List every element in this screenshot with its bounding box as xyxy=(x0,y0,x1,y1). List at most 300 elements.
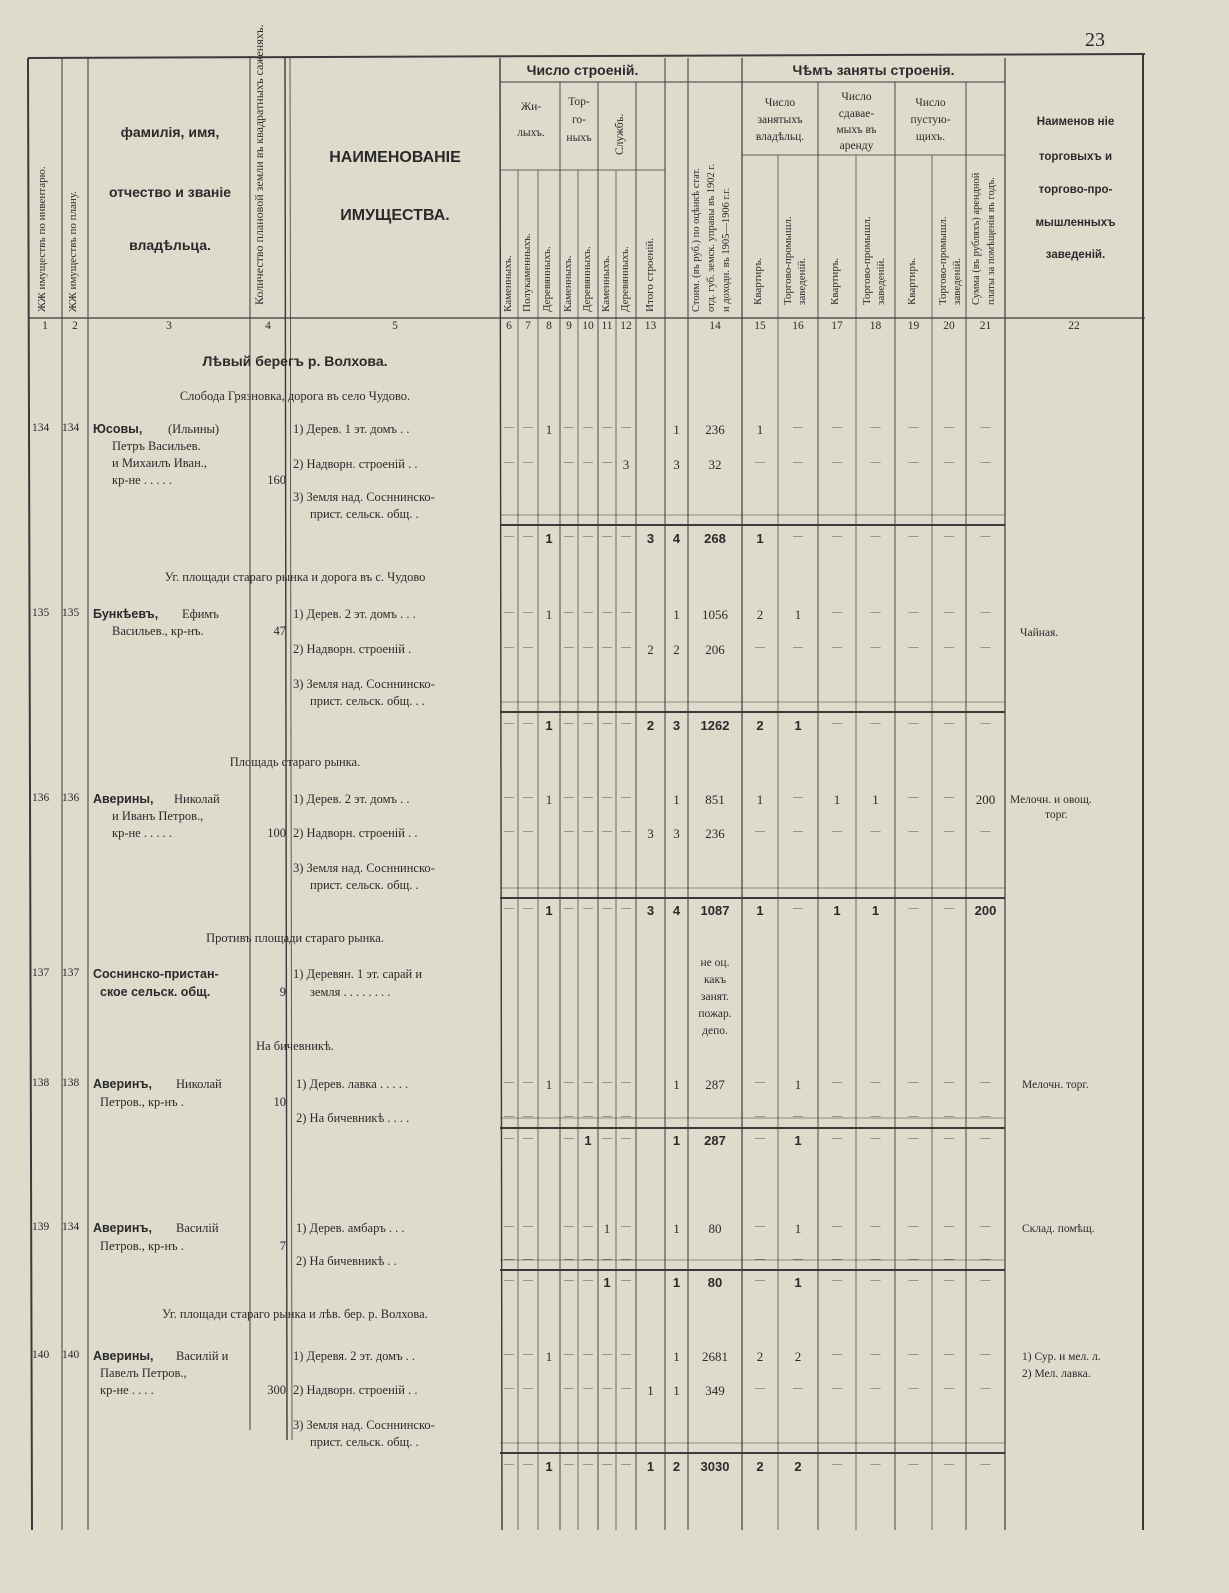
dash-mark: — xyxy=(832,457,842,468)
owner-line: Николай xyxy=(176,1077,222,1091)
header-occ-empty-2: пустую- xyxy=(910,114,951,126)
dash-mark: — xyxy=(602,1383,612,1394)
header-owner-line1: фамилія, имя, xyxy=(120,124,220,140)
total-c13: 3 xyxy=(672,718,681,733)
dash-mark: — xyxy=(621,1221,631,1232)
colnum-6: 6 xyxy=(506,320,512,332)
dash-mark: — xyxy=(583,792,593,803)
owner-line: кр-не . . . . xyxy=(100,1383,154,1397)
dash-mark: — xyxy=(621,1275,631,1286)
dash-mark: — xyxy=(602,422,612,433)
owner-line: Петров., кр-нъ . xyxy=(100,1095,184,1109)
property-item: 3) Земля над. Сосннинско- xyxy=(293,490,435,504)
value-c13: 1 xyxy=(673,792,680,807)
dash-mark: — xyxy=(832,1459,842,1470)
dash-mark: — xyxy=(870,1133,881,1144)
dash-mark: — xyxy=(602,531,612,542)
value-c15: 2 xyxy=(756,607,764,622)
dash-mark: — xyxy=(583,1459,593,1470)
dash-mark: — xyxy=(621,903,631,914)
note-c14: не оц. xyxy=(700,957,730,969)
dash-mark: — xyxy=(621,607,631,618)
dash-mark: — xyxy=(504,457,514,468)
plan-number: 135 xyxy=(62,607,80,619)
plan-number: 137 xyxy=(62,967,80,979)
dash-mark: — xyxy=(755,1133,765,1144)
value-c8: 1 xyxy=(545,1077,553,1092)
dash-mark: — xyxy=(908,718,919,729)
dash-mark: — xyxy=(523,1111,533,1122)
dash-mark: — xyxy=(944,1349,954,1360)
owner-line: Васильев., кр-нъ. xyxy=(112,624,204,638)
dash-mark: — xyxy=(602,642,612,653)
dash-mark: — xyxy=(832,422,842,433)
property-item: 2) Надворн. строеній . . xyxy=(293,826,418,840)
header-occ-rent-1: Число xyxy=(841,91,872,103)
colnum-17: 17 xyxy=(831,320,843,332)
dash-mark: — xyxy=(908,1133,919,1144)
dash-mark: — xyxy=(793,792,803,803)
inventory-number: 136 xyxy=(32,792,50,804)
dash-mark: — xyxy=(621,642,631,653)
dash-mark: — xyxy=(870,1383,881,1394)
dash-mark: — xyxy=(583,1349,593,1360)
dash-mark: — xyxy=(523,607,533,618)
value-c21: 200 xyxy=(975,792,996,807)
dash-mark: — xyxy=(870,531,881,542)
dash-mark: — xyxy=(755,826,765,837)
dash-mark: — xyxy=(980,531,991,542)
dash-mark: — xyxy=(832,718,842,729)
value-c12: 2 xyxy=(647,642,654,657)
value-c15: 1 xyxy=(756,792,764,807)
total-c10: 1 xyxy=(584,1133,592,1148)
dash-mark: — xyxy=(564,1133,574,1144)
establishment-name: Мелочн. торг. xyxy=(1022,1079,1089,1091)
total-c12: 3 xyxy=(646,531,655,546)
dash-mark: — xyxy=(793,1111,803,1122)
section-title: Лѣвый берегъ р. Волхова. xyxy=(202,353,388,369)
dash-mark: — xyxy=(621,1349,631,1360)
total-c15: 1 xyxy=(756,903,764,918)
inventory-number: 139 xyxy=(32,1221,50,1233)
dash-mark: — xyxy=(602,903,612,914)
dash-mark: — xyxy=(523,1077,533,1088)
dash-mark: — xyxy=(602,1133,612,1144)
owner-line: кр-не . . . . . xyxy=(112,473,172,487)
total-c13: 4 xyxy=(672,903,681,918)
header-number-of-buildings: Число строеній. xyxy=(526,62,639,78)
dash-mark: — xyxy=(832,1275,842,1286)
header-plan-number: ЖЖ имуществъ по плану. xyxy=(67,191,79,312)
property-item: 2) На бичевникѣ . . xyxy=(296,1254,397,1268)
property-item: 1) Дерев. 1 эт. домъ . . xyxy=(293,422,410,436)
dash-mark: — xyxy=(564,1349,574,1360)
dash-mark: — xyxy=(832,1133,842,1144)
colnum-13: 13 xyxy=(644,320,657,332)
header-c6: Каменныхъ. xyxy=(502,255,514,312)
colnum-8: 8 xyxy=(546,320,552,332)
property-item: 2) Надворн. строеній . . xyxy=(293,457,418,471)
total-c15: 1 xyxy=(756,531,764,546)
header-owner-line2: отчество и званіе xyxy=(108,184,232,200)
dash-mark: — xyxy=(944,1077,954,1088)
dash-mark: — xyxy=(832,826,842,837)
dash-mark: — xyxy=(870,826,881,837)
total-c14: 1087 xyxy=(700,903,730,918)
dash-mark: — xyxy=(504,422,514,433)
dash-mark: — xyxy=(944,718,954,729)
header-owner-line3: владѣльца. xyxy=(129,237,211,253)
dash-mark: — xyxy=(944,642,954,653)
dash-mark: — xyxy=(564,1111,574,1122)
dash-mark: — xyxy=(564,1254,574,1265)
dash-mark: — xyxy=(870,718,881,729)
value-c13: 1 xyxy=(673,422,680,437)
inventory-number: 135 xyxy=(32,607,50,619)
land-area: 300 xyxy=(267,1383,286,1397)
dash-mark: — xyxy=(832,607,842,618)
dash-mark: — xyxy=(944,1275,954,1286)
plan-number: 140 xyxy=(62,1349,80,1361)
colnum-10: 10 xyxy=(582,320,594,332)
page-number: 23 xyxy=(1085,29,1105,51)
total-c12: 2 xyxy=(646,718,655,733)
header-occ-rent-2: сдавае- xyxy=(838,108,875,120)
header-c12: Деревянныхъ. xyxy=(619,246,631,312)
colnum-19: 19 xyxy=(907,320,920,332)
dash-mark: — xyxy=(523,1221,533,1232)
dash-mark: — xyxy=(908,1459,919,1470)
value-c15: 2 xyxy=(756,1349,764,1364)
value-c14: 206 xyxy=(705,642,725,657)
property-item: земля . . . . . . . . xyxy=(310,985,391,999)
dash-mark: — xyxy=(602,1077,612,1088)
header-c16-1: Торгово-промышл. xyxy=(782,216,794,305)
dash-mark: — xyxy=(602,457,612,468)
dash-mark: — xyxy=(793,531,803,542)
owner-surname: Аверинъ, xyxy=(93,1077,152,1091)
dash-mark: — xyxy=(583,1221,593,1232)
dash-mark: — xyxy=(755,1383,765,1394)
dash-mark: — xyxy=(583,422,593,433)
dash-mark: — xyxy=(870,607,881,618)
dash-mark: — xyxy=(583,1254,593,1265)
dash-mark: — xyxy=(755,642,765,653)
dash-mark: — xyxy=(980,1111,991,1122)
owner-line: и Иванъ Петров., xyxy=(112,809,204,823)
plan-number: 134 xyxy=(62,1221,80,1233)
header-c14-3: и доходн. въ 1905—1906 г.г. xyxy=(721,188,732,312)
inventory-number: 140 xyxy=(32,1349,50,1361)
dash-mark: — xyxy=(793,422,803,433)
colnum-4: 4 xyxy=(265,320,271,332)
dash-mark: — xyxy=(793,642,803,653)
value-c13: 2 xyxy=(673,642,680,657)
value-c16: 1 xyxy=(794,1077,802,1092)
dash-mark: — xyxy=(980,1349,991,1360)
value-c8: 1 xyxy=(545,607,553,622)
dash-mark: — xyxy=(621,1459,631,1470)
dash-mark: — xyxy=(621,792,631,803)
dash-mark: — xyxy=(980,1275,991,1286)
owner-surname: Аверины, xyxy=(93,792,154,806)
owner-line: (Ильины) xyxy=(168,422,220,436)
owner-surname: Бункѣевъ, xyxy=(93,607,159,621)
dash-mark: — xyxy=(944,1459,954,1470)
dash-mark: — xyxy=(980,718,991,729)
property-item: 1) Деревян. 1 эт. сарай и xyxy=(293,967,423,981)
header-c17: Квартиръ. xyxy=(829,257,841,305)
header-trade-2: го- xyxy=(571,114,586,126)
owner-surname: Аверинъ, xyxy=(93,1221,152,1235)
dash-mark: — xyxy=(504,1111,514,1122)
colnum-11: 11 xyxy=(601,320,613,332)
dash-mark: — xyxy=(832,1349,842,1360)
total-c13: 1 xyxy=(672,1133,681,1148)
header-occ-own-3: владѣльц. xyxy=(755,131,805,143)
total-c17: 1 xyxy=(833,903,841,918)
colnum-7: 7 xyxy=(525,320,531,332)
dash-mark: — xyxy=(944,1111,954,1122)
dash-mark: — xyxy=(564,792,574,803)
dash-mark: — xyxy=(832,642,842,653)
dash-mark: — xyxy=(621,1111,631,1122)
colnum-22: 22 xyxy=(1068,320,1080,332)
total-c13: 4 xyxy=(672,531,681,546)
colnum-21: 21 xyxy=(979,320,992,332)
dash-mark: — xyxy=(504,903,514,914)
dash-mark: — xyxy=(564,607,574,618)
colnum-15: 15 xyxy=(754,320,766,332)
dash-mark: — xyxy=(980,607,991,618)
dash-mark: — xyxy=(602,792,612,803)
plan-number: 138 xyxy=(62,1077,80,1089)
property-item: прист. сельск. общ. . xyxy=(310,1435,419,1449)
value-c13: 3 xyxy=(673,826,680,841)
total-c8: 1 xyxy=(545,1459,553,1474)
property-item: 3) Земля над. Сосннинско- xyxy=(293,677,435,691)
header-trade-1: Тор- xyxy=(568,96,590,108)
owner-surname: Юсовы, xyxy=(93,422,143,436)
header-residential-1: Жи- xyxy=(520,101,542,113)
dash-mark: — xyxy=(908,1349,919,1360)
header-c21-1: Сумма (въ рубляхъ) арендной xyxy=(971,172,982,305)
total-c21: 200 xyxy=(974,903,997,918)
establishment-name: 1) Сур. и мел. л. xyxy=(1022,1351,1101,1363)
colnum-18: 18 xyxy=(869,320,882,332)
dash-mark: — xyxy=(504,531,514,542)
dash-mark: — xyxy=(564,1275,574,1286)
dash-mark: — xyxy=(523,531,533,542)
value-c17: 1 xyxy=(833,792,841,807)
dash-mark: — xyxy=(944,1221,954,1232)
property-item: 1) Деревя. 2 эт. домъ . . xyxy=(293,1349,416,1363)
total-c16: 1 xyxy=(794,718,802,733)
dash-mark: — xyxy=(621,826,631,837)
total-c14: 1262 xyxy=(700,718,730,733)
header-occ-rent-3: мыхъ въ xyxy=(836,124,877,136)
dash-mark: — xyxy=(755,1221,765,1232)
header-occ-empty-3: щихъ. xyxy=(915,131,946,143)
value-c15: 1 xyxy=(756,422,764,437)
dash-mark: — xyxy=(870,642,881,653)
dash-mark: — xyxy=(583,1383,593,1394)
dash-mark: — xyxy=(583,607,593,618)
place-heading-6: Уг. площади стараго рынка и лѣв. бер. р. Волхова. xyxy=(162,1307,428,1321)
value-c14: 2681 xyxy=(702,1349,728,1364)
dash-mark: — xyxy=(870,1111,881,1122)
dash-mark: — xyxy=(755,1254,765,1265)
dash-mark: — xyxy=(621,1254,631,1265)
note-c14: пожар. xyxy=(698,1008,732,1020)
dash-mark: — xyxy=(908,642,919,653)
dash-mark: — xyxy=(504,718,514,729)
value-c13: 1 xyxy=(673,1349,680,1364)
header-names22-5: заведеній. xyxy=(1045,249,1106,261)
owner-line: Ефимъ xyxy=(182,607,219,621)
dash-mark: — xyxy=(908,826,919,837)
dash-mark: — xyxy=(564,826,574,837)
value-c14: 349 xyxy=(705,1383,725,1398)
dash-mark: — xyxy=(870,1275,881,1286)
total-c16: 2 xyxy=(794,1459,802,1474)
value-c14: 1056 xyxy=(702,607,728,622)
dash-mark: — xyxy=(564,1459,574,1470)
dash-mark: — xyxy=(602,1111,612,1122)
total-c15: 2 xyxy=(756,718,764,733)
dash-mark: — xyxy=(621,1077,631,1088)
dash-mark: — xyxy=(870,1254,881,1265)
dash-mark: — xyxy=(564,1077,574,1088)
dash-mark: — xyxy=(621,531,631,542)
land-area: 47 xyxy=(273,624,286,638)
dash-mark: — xyxy=(908,422,919,433)
dash-mark: — xyxy=(870,1459,881,1470)
header-c20-2: заведеній. xyxy=(951,257,963,305)
total-c14: 3030 xyxy=(700,1459,730,1474)
value-c10: 1 xyxy=(603,1221,611,1236)
dash-mark: — xyxy=(621,1383,631,1394)
dash-mark: — xyxy=(908,792,919,803)
dash-mark: — xyxy=(523,1254,533,1265)
dash-mark: — xyxy=(980,1133,991,1144)
land-area: 7 xyxy=(279,1239,286,1253)
colnum-9: 9 xyxy=(566,320,572,332)
total-c10: 1 xyxy=(603,1275,611,1290)
place-heading-3: Площадь стараго рынка. xyxy=(229,755,361,769)
dash-mark: — xyxy=(908,1077,919,1088)
dash-mark: — xyxy=(832,1221,842,1232)
total-c8: 1 xyxy=(545,903,553,918)
dash-mark: — xyxy=(944,1254,954,1265)
dash-mark: — xyxy=(980,1459,991,1470)
owner-line: Соснинско-пристан- xyxy=(93,967,219,981)
value-c12: 3 xyxy=(647,826,654,841)
dash-mark: — xyxy=(870,1349,881,1360)
land-area: 10 xyxy=(273,1095,286,1109)
header-names22-1: Наименов ніе xyxy=(1036,116,1115,128)
property-item: 3) Земля над. Сосннинско- xyxy=(293,1418,435,1432)
value-c14: 32 xyxy=(708,457,722,472)
dash-mark: — xyxy=(944,903,954,914)
colnum-20: 20 xyxy=(943,320,955,332)
colnum-3: 3 xyxy=(166,320,172,332)
value-c13: 1 xyxy=(673,607,680,622)
header-inventory-number: ЖЖ имуществъ по инвентарю. xyxy=(36,166,48,312)
value-c16: 1 xyxy=(794,607,802,622)
header-c10: Деревянныхъ. xyxy=(581,246,593,312)
note-c14: занят. xyxy=(700,991,730,1003)
owner-surname: Аверины, xyxy=(93,1349,154,1363)
total-c13: 2 xyxy=(672,1459,681,1474)
header-c16-2: заведеній. xyxy=(796,257,808,305)
dash-mark: — xyxy=(564,1221,574,1232)
dash-mark: — xyxy=(908,457,919,468)
dash-mark: — xyxy=(944,457,954,468)
owner-line: Павелъ Петров., xyxy=(100,1366,187,1380)
total-c18: 1 xyxy=(871,903,880,918)
dash-mark: — xyxy=(602,1459,612,1470)
dash-mark: — xyxy=(504,1349,514,1360)
header-occ-empty-1: Число xyxy=(915,97,946,109)
place-heading-2: Уг. площади стараго рынка и дорога въ с. Чудово xyxy=(164,570,426,584)
establishment-name: Чайная. xyxy=(1020,627,1059,639)
dash-mark: — xyxy=(793,1383,803,1394)
total-c14: 287 xyxy=(704,1133,726,1148)
dash-mark: — xyxy=(564,1383,574,1394)
dash-mark: — xyxy=(564,531,574,542)
header-c13: Итого строеній. xyxy=(644,237,656,312)
dash-mark: — xyxy=(583,718,593,729)
header-c14-1: Стоим. (въ руб.) по оцѣнкѣ стат. xyxy=(691,168,702,312)
value-c8: 1 xyxy=(545,422,553,437)
value-c16: 2 xyxy=(794,1349,802,1364)
owner-line: Петров., кр-нъ . xyxy=(100,1239,184,1253)
total-c16: 1 xyxy=(794,1133,802,1148)
header-property-line1: НАИМЕНОВАНІЕ xyxy=(329,149,461,166)
value-c12: 3 xyxy=(622,457,630,472)
dash-mark: — xyxy=(504,607,514,618)
dash-mark: — xyxy=(564,903,574,914)
property-item: прист. сельск. общ. . xyxy=(310,507,419,521)
value-c14: 236 xyxy=(705,826,725,841)
value-c14: 287 xyxy=(705,1077,725,1092)
value-c8: 1 xyxy=(545,792,553,807)
value-c18: 1 xyxy=(872,792,879,807)
value-c8: 1 xyxy=(545,1349,553,1364)
dash-mark: — xyxy=(523,1275,533,1286)
dash-mark: — xyxy=(583,1111,593,1122)
dash-mark: — xyxy=(980,1383,991,1394)
owner-line: ское сельск. общ. xyxy=(100,985,211,999)
land-area: 160 xyxy=(267,473,286,487)
total-c13: 1 xyxy=(672,1275,681,1290)
note-c14: депо. xyxy=(702,1025,728,1037)
header-occ-rent-4: аренду xyxy=(839,140,874,152)
colnum-16: 16 xyxy=(792,320,804,332)
owner-line: Василій и xyxy=(176,1349,229,1363)
dash-mark: — xyxy=(793,826,803,837)
establishment-name: 2) Мел. лавка. xyxy=(1022,1368,1091,1380)
establishment-name: Склад. помѣщ. xyxy=(1022,1223,1095,1235)
header-c15: Квартиръ. xyxy=(752,257,764,305)
dash-mark: — xyxy=(755,1077,765,1088)
dash-mark: — xyxy=(980,1254,991,1265)
dash-mark: — xyxy=(870,422,881,433)
dash-mark: — xyxy=(870,457,881,468)
owner-line: Николай xyxy=(174,792,220,806)
